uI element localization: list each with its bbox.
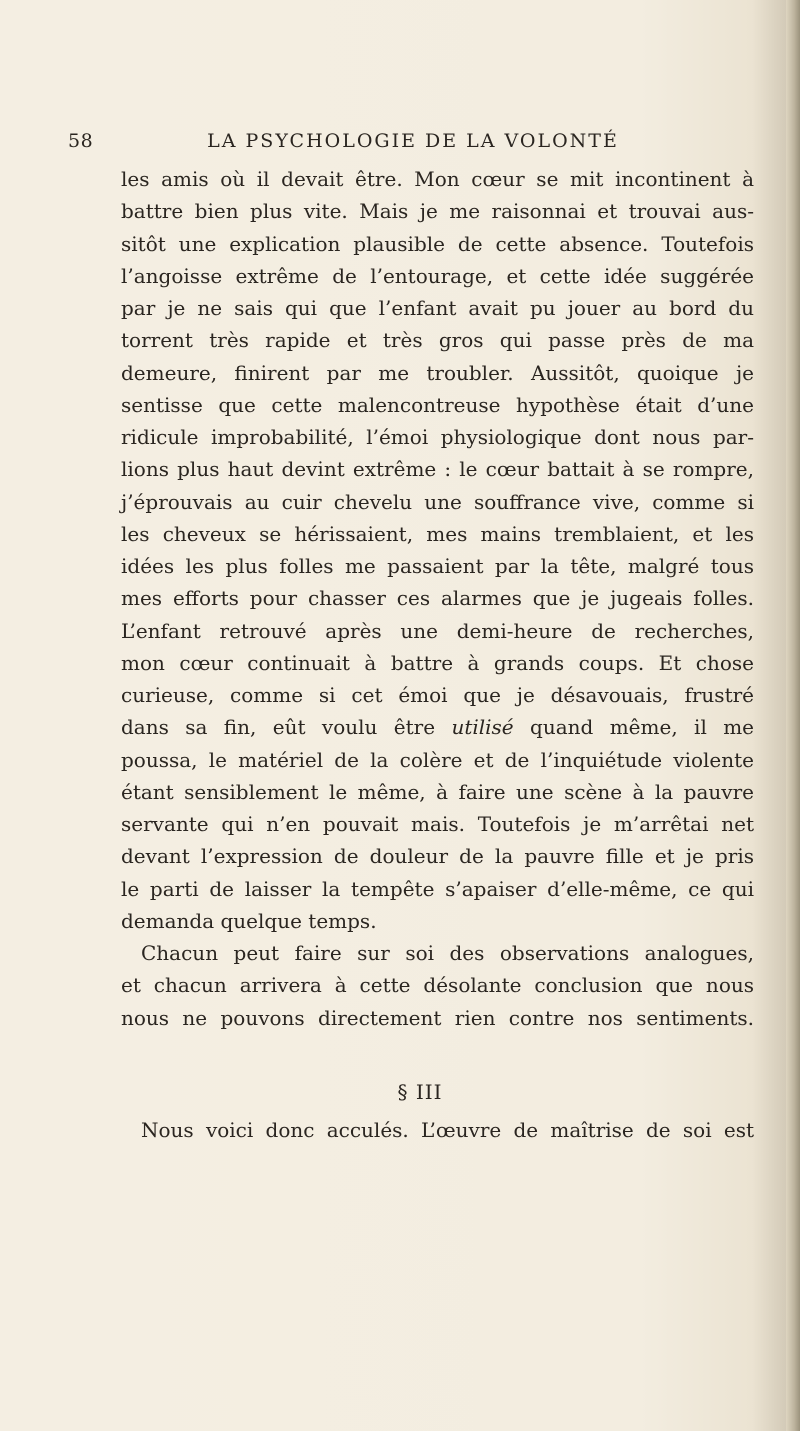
text-line: mes efforts pour chasser ces alarmes que je jugeais folles.	[121, 586, 754, 611]
text-line: mon cœur continuait à battre à grands coups. Et chose	[121, 650, 754, 675]
text-line: lions plus haut devint extrême : le cœur battait à se rompre,	[121, 457, 754, 482]
text-line: demeure, finirent par me troubler. Aussitôt, quoique je	[121, 360, 754, 385]
text-line: battre bien plus vite. Mais je me raisonnai et trouvai aus-	[121, 199, 754, 224]
text-line: servante qui n’en pouvait mais. Toutefois je m’arrêtai net	[121, 812, 754, 836]
text-line: les cheveux se hérissaient, mes mains tremblaient, et les	[121, 521, 754, 546]
text-line: L’enfant retrouvé après une demi-heure de recherches,	[121, 618, 754, 643]
text-line: devant l’expression de douleur de la pauvre fille et je pris	[121, 844, 754, 869]
text-line: le parti de laisser la tempête s’apaiser d’elle-même, ce qui	[121, 876, 754, 901]
text-line: curieuse, comme si cet émoi que je désavouais, frustré	[121, 683, 754, 707]
page-header	[68, 130, 748, 160]
text-line: Chacun peut faire sur soi des observations analogues,	[141, 941, 754, 965]
text-line: les amis où il devait être. Mon cœur se mit incontinent à	[121, 167, 754, 191]
text-line: nous ne pouvons directement rien contre nos sentiments.	[121, 1005, 754, 1030]
text-line-with-italic	[121, 711, 754, 743]
page-edge-shadow	[786, 0, 800, 1431]
text-line: sentisse que cette malencontreuse hypothèse était d’une	[121, 392, 754, 417]
running-title: LA PSYCHOLOGIE DE LA VOLONTÉ	[207, 130, 619, 152]
text-line: Nous voici donc acculés. L’œuvre de maîtrise de soi est	[141, 1117, 754, 1142]
section-heading: § III	[397, 1079, 443, 1104]
text-line: idées les plus folles me passaient par la tête, malgré tous	[121, 554, 754, 578]
body-text	[121, 163, 754, 1034]
text-line: demanda quelque temps.	[121, 908, 377, 933]
text-line: par je ne sais qui que l’enfant avait pu jouer au bord du	[121, 296, 754, 320]
text-segment: dans sa fin, eût voulu être	[121, 715, 436, 740]
text-line: et chacun arrivera à cette désolante conclusion que nous	[121, 973, 754, 998]
text-line: j’éprouvais au cuir chevelu une souffrance vive, comme si	[121, 489, 754, 514]
text-line: sitôt une explication plausible de cette absence. Toutefois	[121, 231, 754, 256]
text-line: l’angoisse extrême de l’entourage, et cette idée suggérée	[121, 263, 754, 288]
text-line: ridicule improbabilité, l’émoi physiologique dont nous par-	[121, 425, 754, 449]
text-segment: quand même, il me	[530, 715, 755, 740]
italic-word: utilisé	[451, 715, 514, 740]
page-number: 58	[68, 130, 94, 152]
text-line: étant sensiblement le même, à faire une scène à la pauvre	[121, 779, 754, 804]
text-line: torrent très rapide et très gros qui passe près de ma	[121, 328, 754, 353]
text-line: poussa, le matériel de la colère et de l’inquiétude violente	[121, 747, 754, 772]
